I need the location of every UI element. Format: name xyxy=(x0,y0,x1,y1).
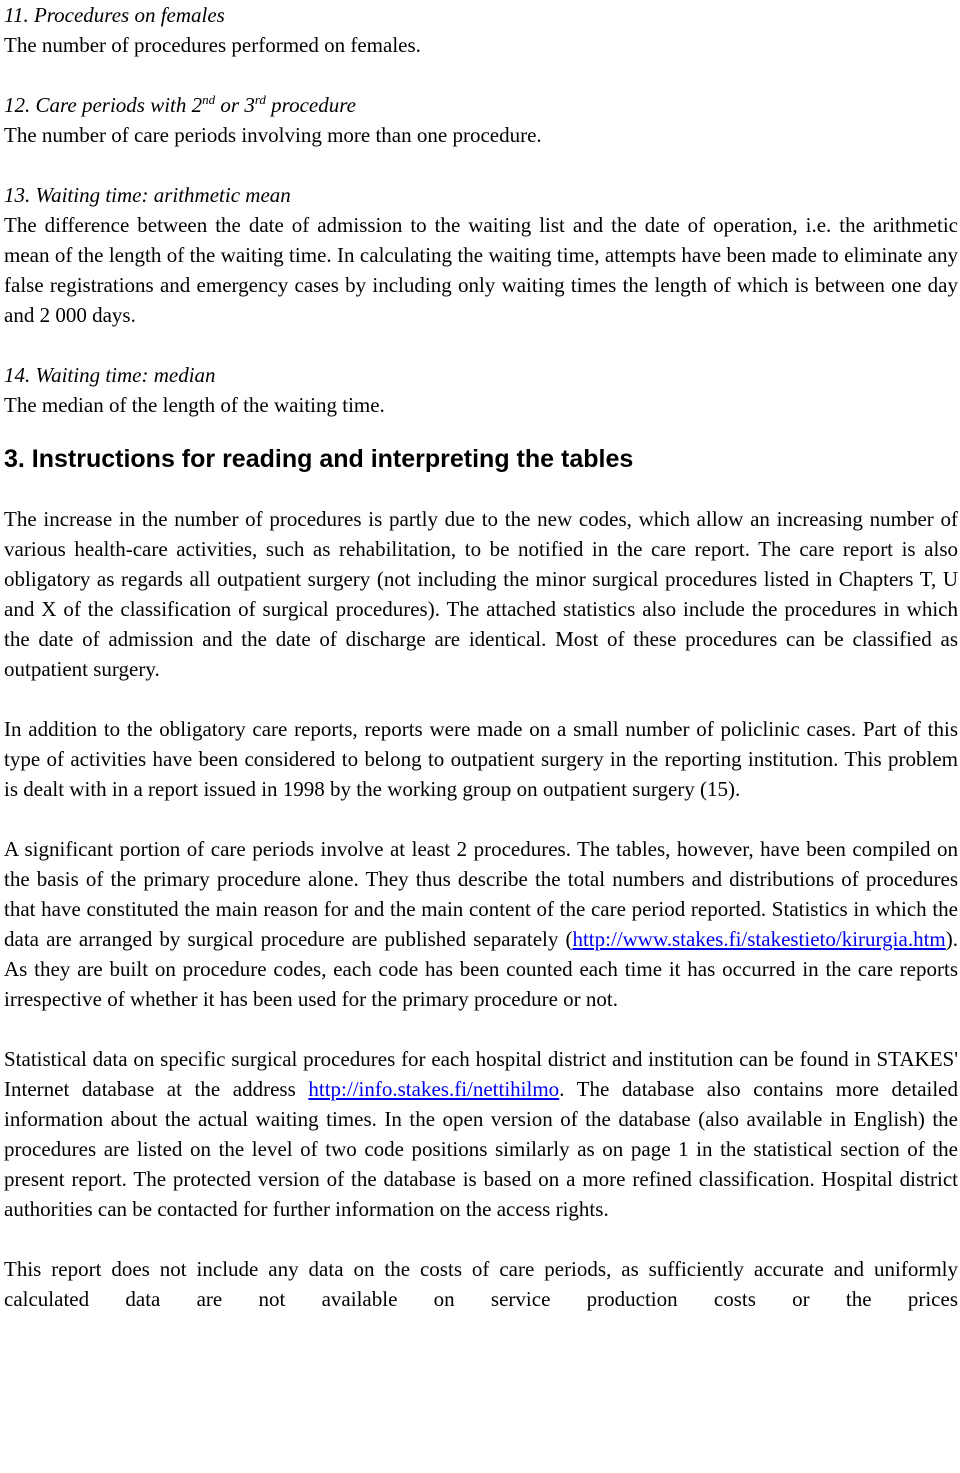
nettihilmo-link[interactable]: http://info.stakes.fi/nettihilmo xyxy=(308,1077,560,1101)
paragraph: In addition to the obligatory care reports, reports were made on a small number of policlinic cases. Part of this type of activities have been considered to belong to outpatient surgery in the reporting institution. This problem is dealt with in a report issued in 1998 by the working group on outpatient surgery (15). xyxy=(4,717,958,801)
definition-body: The median of the length of the waiting time. xyxy=(4,393,385,417)
definition-body: The number of care periods involving more than one procedure. xyxy=(4,123,542,147)
document-page xyxy=(4,0,958,1314)
paragraph: The increase in the number of procedures is partly due to the new codes, which allow an increasing number of various health-care activities, such as rehabilitation, to be notified in the care report. The care report is also obligatory as regards all outpatient surgery (not including the minor surgical procedures listed in Chapters T, U and X of the classification of surgical procedures). The attached statistics also include the procedures in which the date of admission and the date of discharge are identical. Most of these procedures can be classified as outpatient surgery. xyxy=(4,507,958,681)
definition-item-13 xyxy=(4,180,958,330)
definition-heading: 14. Waiting time: median xyxy=(4,363,216,387)
definition-item-14 xyxy=(4,360,958,420)
definition-heading: 11. Procedures on females xyxy=(4,3,225,27)
definition-item-12 xyxy=(4,90,958,150)
definition-heading: 12. Care periods with 2nd or 3rd procedure xyxy=(4,92,356,117)
kirurgia-link[interactable]: http://www.stakes.fi/stakestieto/kirurgia.htm xyxy=(572,927,946,951)
definition-item-11 xyxy=(4,0,958,60)
paragraph: This report does not include any data on the costs of care periods, as sufficiently accurate and uniformly calculated data are not available on service production costs or the prices xyxy=(4,1257,958,1311)
section-title: 3. Instructions for reading and interpreting the tables xyxy=(4,445,634,473)
definition-body: The difference between the date of admission to the waiting list and the date of operation, i.e. the arithmetic mean of the length of the waiting time. In calculating the waiting time, attempts have been made to eliminate any false registrations and emergency cases by including only waiting times the length of which is between one day and 2 000 days. xyxy=(4,213,958,327)
paragraph: A significant portion of care periods involve at least 2 procedures. The tables, however, have been compiled on the basis of the primary procedure alone. They thus describe the total numbers and distributions of procedures that have constituted the main reason for and the main content of the care period reported. Statistics in which the data are arranged by surgical procedure are published separately (http://www.stakes.fi/stakestieto/kirurgia.htm). As they are built on procedure codes, each code has been counted each time it has occurred in the care reports irrespective of whether it has been used for the primary procedure or not. xyxy=(4,837,958,1011)
paragraph: Statistical data on specific surgical procedures for each hospital district and institution can be found in STAKES' Internet database at the address http://info.stakes.fi/nettihilmo. The database also contains more detailed information about the actual waiting times. In the open version of the database (also available in English) the procedures are listed on the level of two code positions similarly as on page 1 in the statistical section of the present report. The protected version of the database is based on a more refined classification. Hospital district authorities can be contacted for further information on the access rights. xyxy=(4,1047,959,1221)
definition-heading: 13. Waiting time: arithmetic mean xyxy=(4,183,291,207)
definition-body: The number of procedures performed on females. xyxy=(4,33,421,57)
